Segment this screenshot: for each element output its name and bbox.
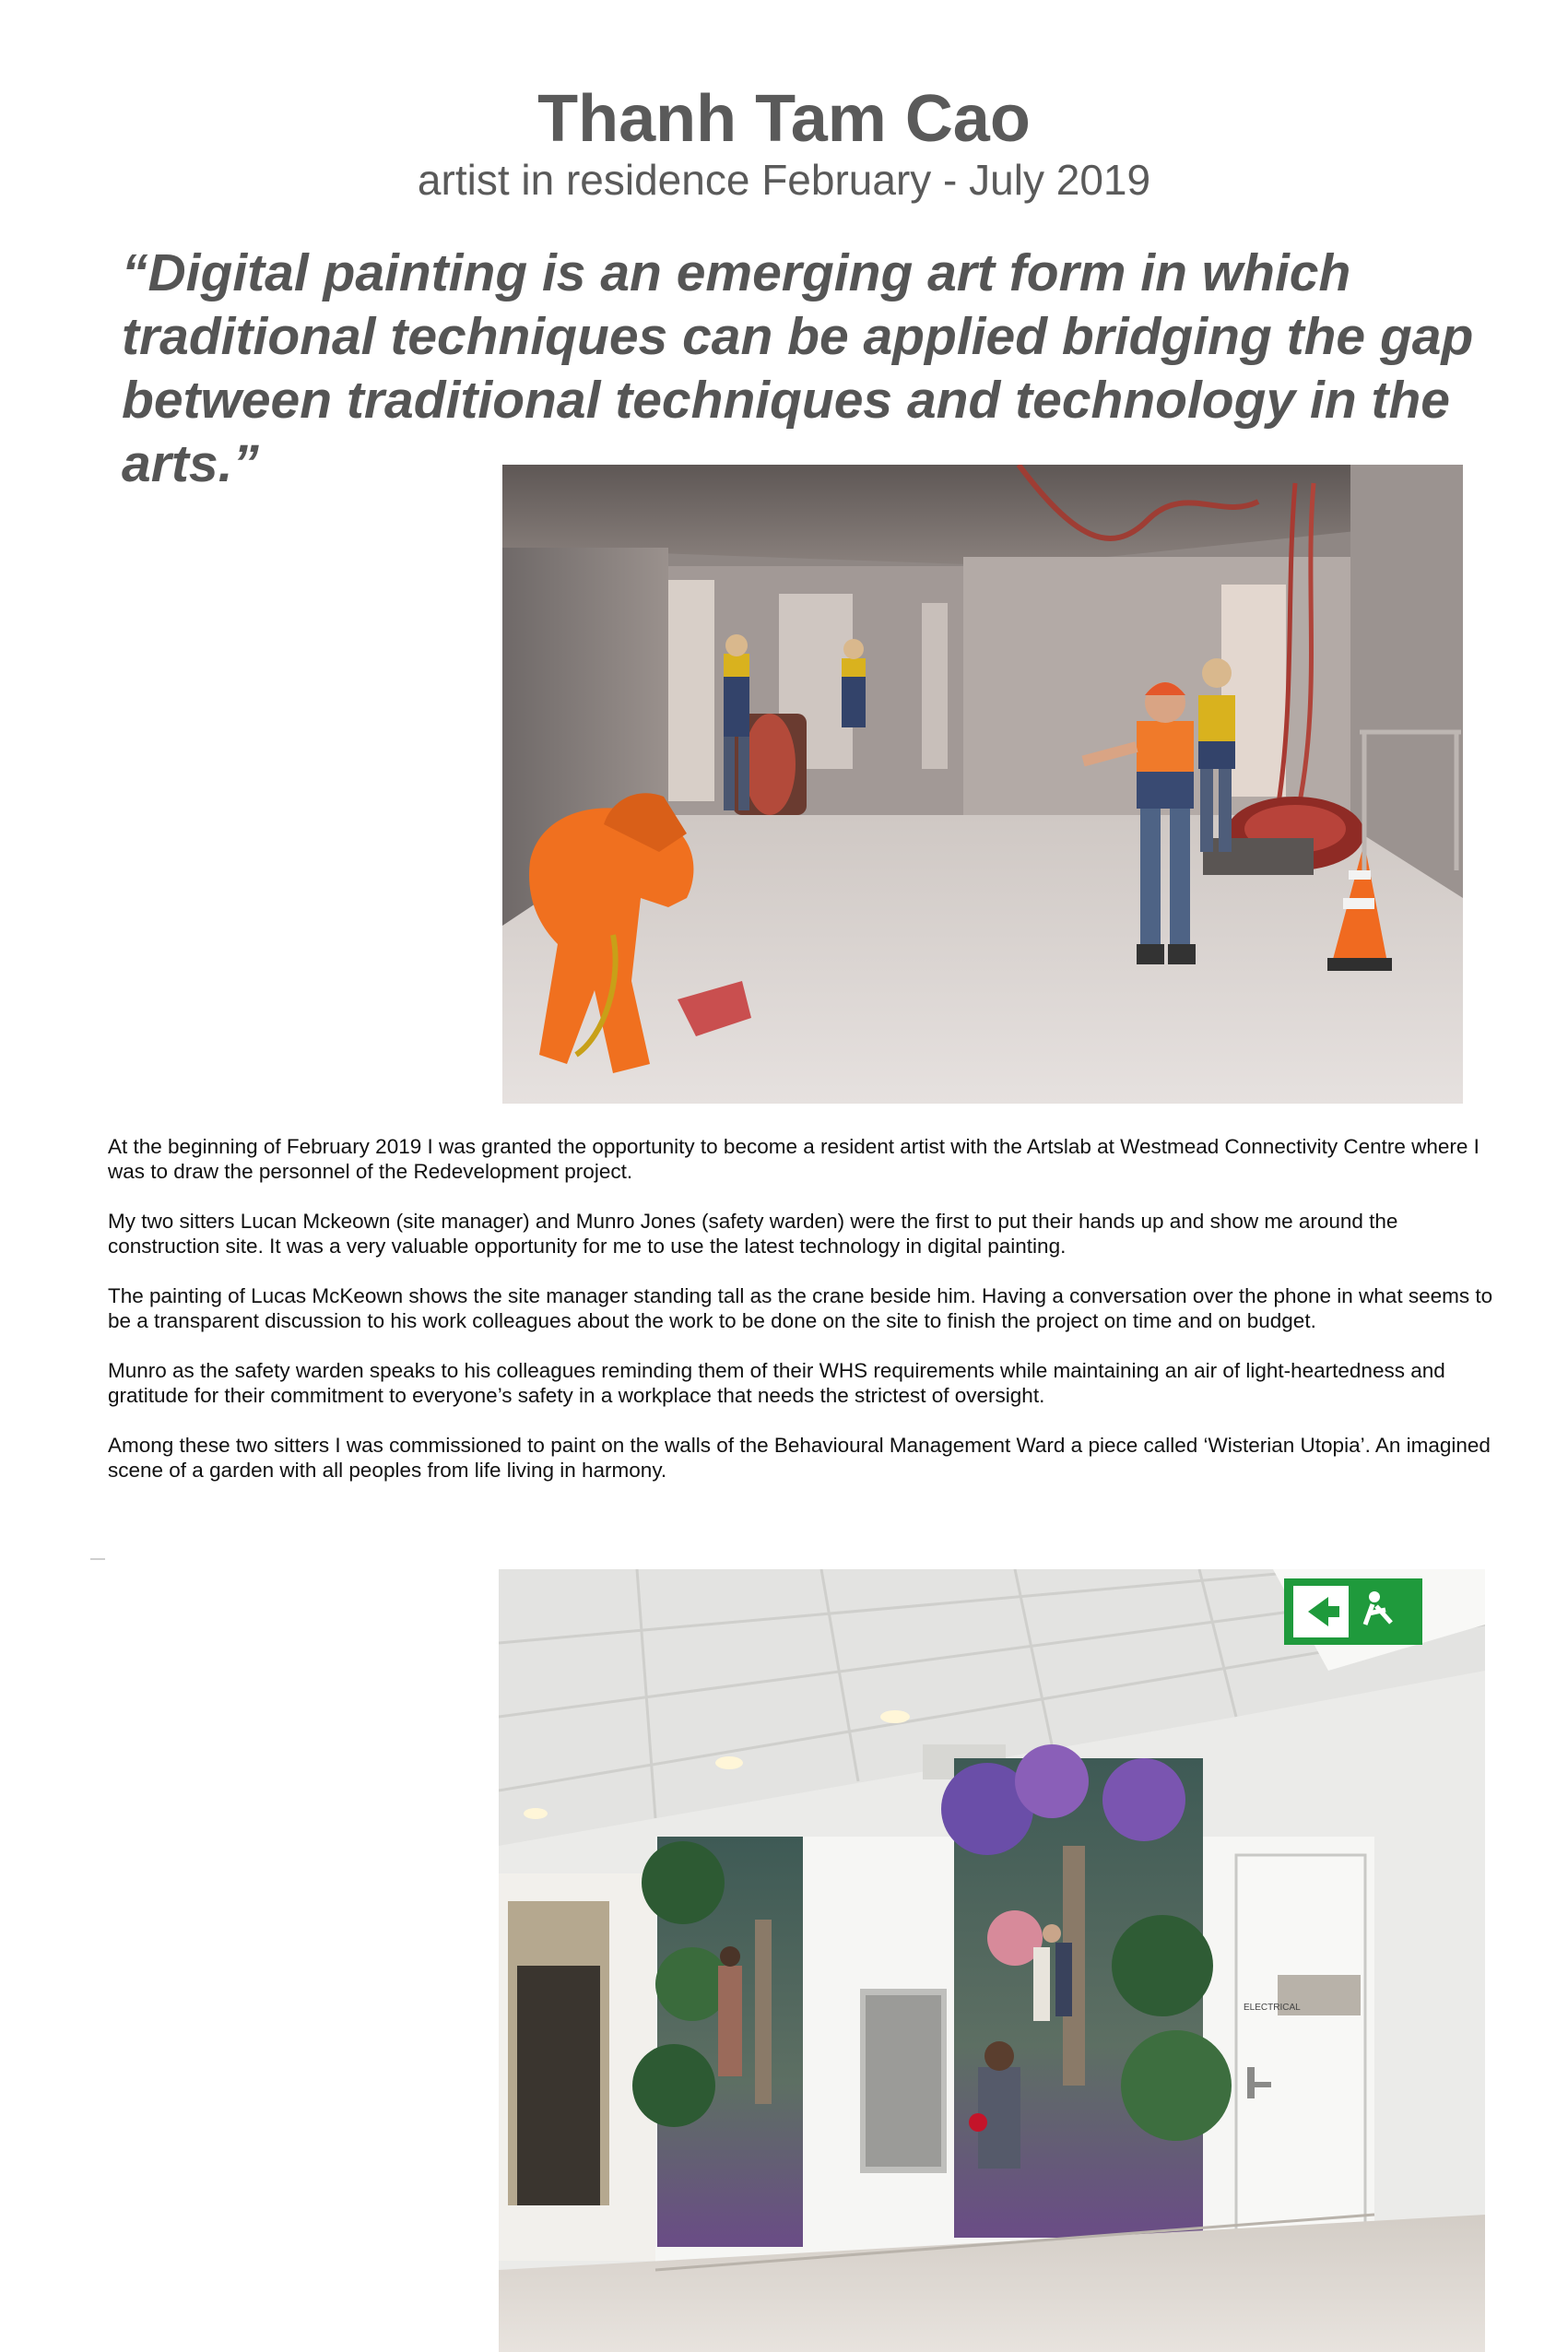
construction-painting [502, 465, 1463, 1104]
paragraph: The painting of Lucas McKeown shows the site manager standing tall as the crane beside him. Having a conversation over the phone in what seems to be a transparent discussion to his work colleagues about the work to be done on the site to finish the project on time and on budget. [108, 1284, 1493, 1332]
door-sign: ELECTRICAL [1244, 2003, 1301, 2013]
paragraph: Among these two sitters I was commissioned to paint on the walls of the Behavioural Management Ward a piece called ‘Wisterian Utopia’. An imagined scene of a garden with all peoples from life living in harmony. [108, 1434, 1491, 1482]
paragraph: Munro as the safety warden speaks to his colleagues reminding them of their WHS requirements while maintaining an air of light-heartedness and gratitude for their commitment to everyone’s safety in a workplace that needs the strictest of oversight. [108, 1359, 1445, 1407]
pull-quote: “Digital painting is an emerging art form in which traditional techniques can be applied bridging the gap between traditional techniques and technology in the arts.” [122, 243, 1474, 493]
divider-mark [90, 1558, 105, 1560]
body-text [108, 1134, 1509, 1507]
mural-photo [499, 1569, 1485, 2352]
page-title: Thanh Tam Cao [537, 82, 1031, 156]
paragraph: My two sitters Lucan Mckeown (site manager) and Munro Jones (safety warden) were the first to put their hands up and show me around the construction site. It was a very valuable opportunity for me to use the latest technology in digital painting. [108, 1210, 1398, 1258]
page-subtitle: artist in residence February - July 2019 [417, 156, 1151, 204]
paragraph: At the beginning of February 2019 I was granted the opportunity to become a resident artist with the Artslab at Westmead Connectivity Centre where I was to draw the personnel of the Redevelopment project. [108, 1135, 1480, 1183]
